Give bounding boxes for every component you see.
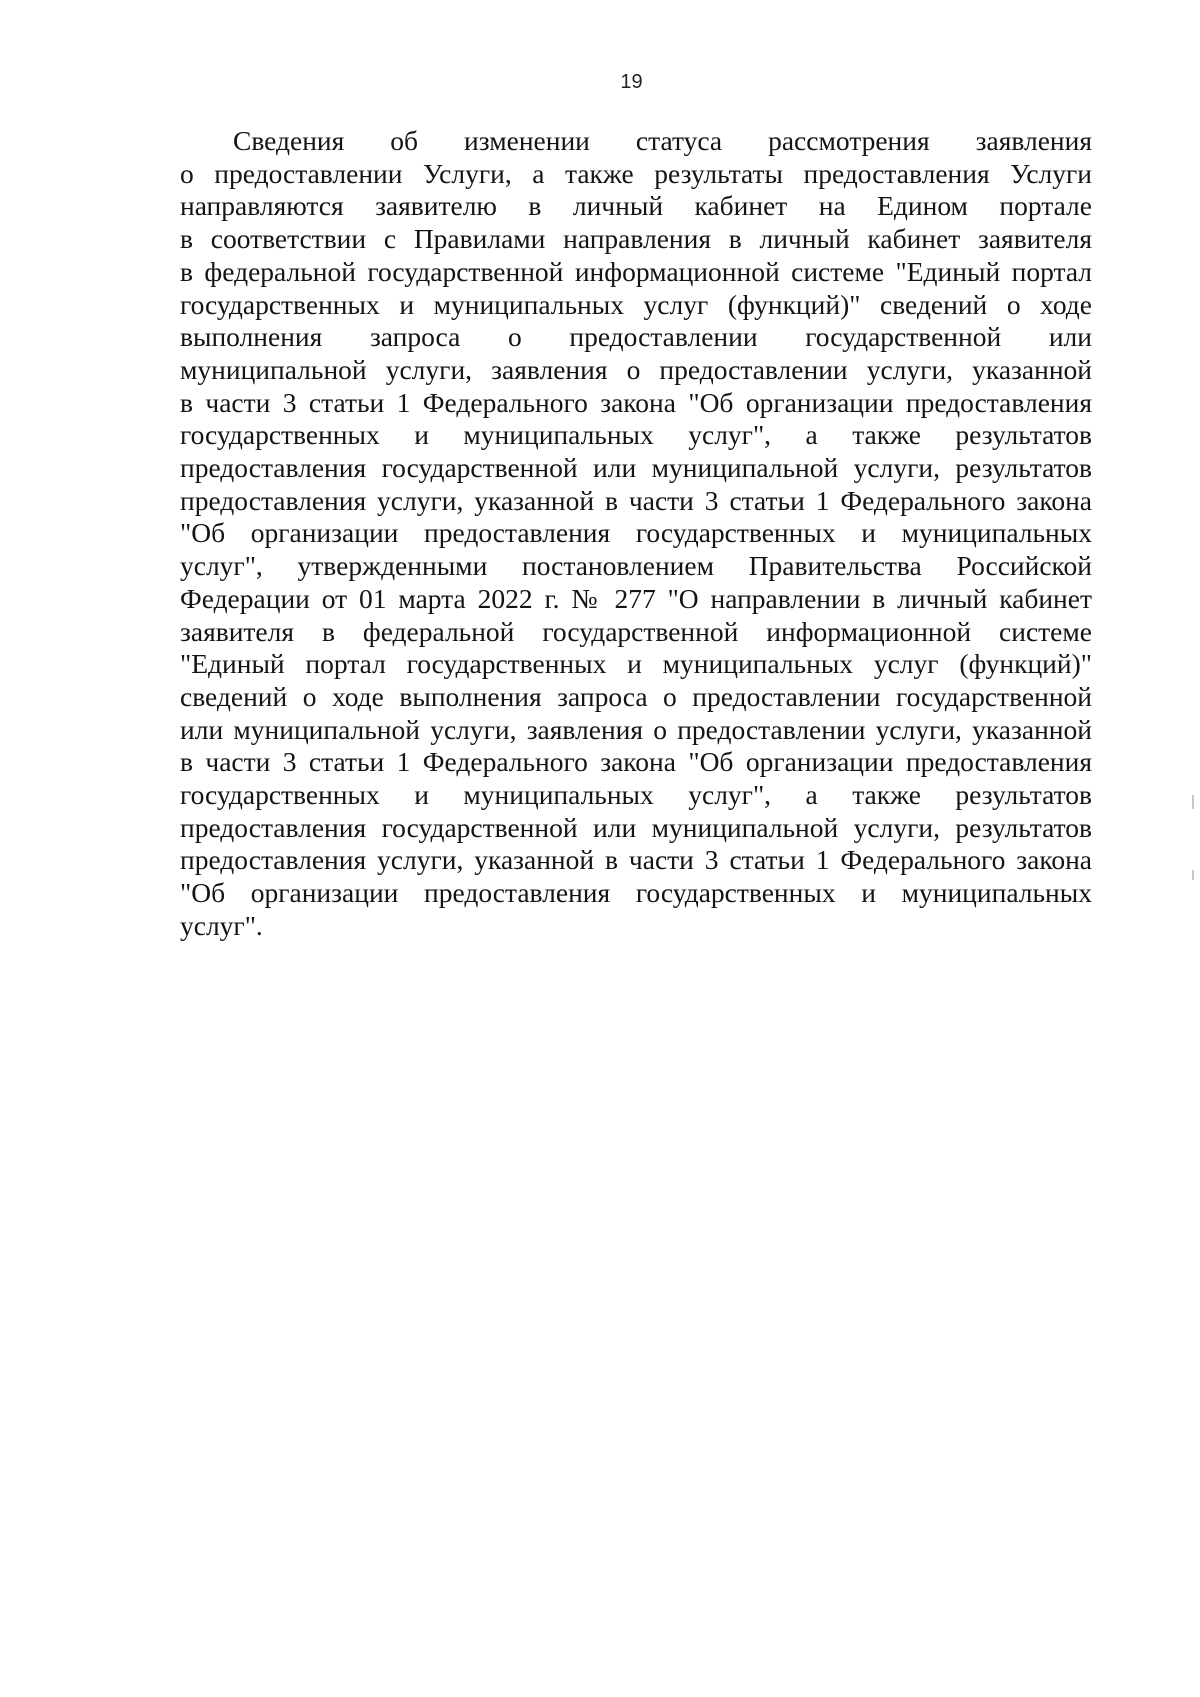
paragraph-line: муниципальной услуги, заявления о предоставлении услуги, указанной (180, 353, 1092, 385)
paragraph-line: услуг", утвержденными постановлением Правительства Российской (180, 550, 1092, 582)
paragraph-line: в части 3 статьи 1 Федерального закона "Об организации предоставления (180, 746, 1092, 778)
paragraph-line: государственных и муниципальных услуг", а также результатов (180, 419, 1092, 451)
paragraph-line: государственных и муниципальных услуг", а также результатов (180, 779, 1092, 811)
paragraph-line: в соответствии с Правилами направления в личный кабинет заявителя (180, 223, 1092, 255)
paragraph-line: предоставления государственной или муниципальной услуги, результатов (180, 452, 1092, 484)
paragraph-line: в части 3 статьи 1 Федерального закона "Об организации предоставления (180, 386, 1092, 418)
body-paragraph (180, 125, 1092, 943)
paragraph-line: о предоставлении Услуги, а также результаты предоставления Услуги (180, 157, 1092, 189)
paragraph-line: направляются заявителю в личный кабинет на Едином портале (180, 190, 1092, 222)
paragraph-line: предоставления государственной или муниципальной услуги, результатов (180, 811, 1092, 843)
paragraph-line: услуг". (180, 909, 263, 941)
paragraph-line: предоставления услуги, указанной в части 3 статьи 1 Федерального закона (180, 484, 1092, 516)
paragraph-line: в федеральной государственной информационной системе "Единый портал (180, 255, 1092, 287)
page-number: 19 (620, 71, 643, 93)
paragraph-line: сведений о ходе выполнения запроса о предоставлении государственной (180, 680, 1092, 712)
scan-artifact (1192, 795, 1194, 809)
paragraph-line: Федерации от 01 марта 2022 г. № 277 "О направлении в личный кабинет (180, 582, 1092, 614)
paragraph-line: Сведения об изменении статуса рассмотрения заявления (233, 125, 1092, 156)
paragraph-line: "Единый портал государственных и муниципальных услуг (функций)" (180, 648, 1092, 680)
paragraph-line: заявителя в федеральной государственной информационной системе (180, 615, 1092, 647)
paragraph-line: выполнения запроса о предоставлении государственной или (180, 321, 1092, 353)
paragraph-line: государственных и муниципальных услуг (функций)" сведений о ходе (180, 288, 1092, 320)
paragraph-line: "Об организации предоставления государственных и муниципальных (180, 517, 1092, 549)
paragraph-line: предоставления услуги, указанной в части 3 статьи 1 Федерального закона (180, 844, 1092, 876)
scan-artifact (1192, 870, 1194, 880)
paragraph-line: или муниципальной услуги, заявления о предоставлении услуги, указанной (180, 713, 1092, 745)
paragraph-line: "Об организации предоставления государственных и муниципальных (180, 877, 1092, 909)
